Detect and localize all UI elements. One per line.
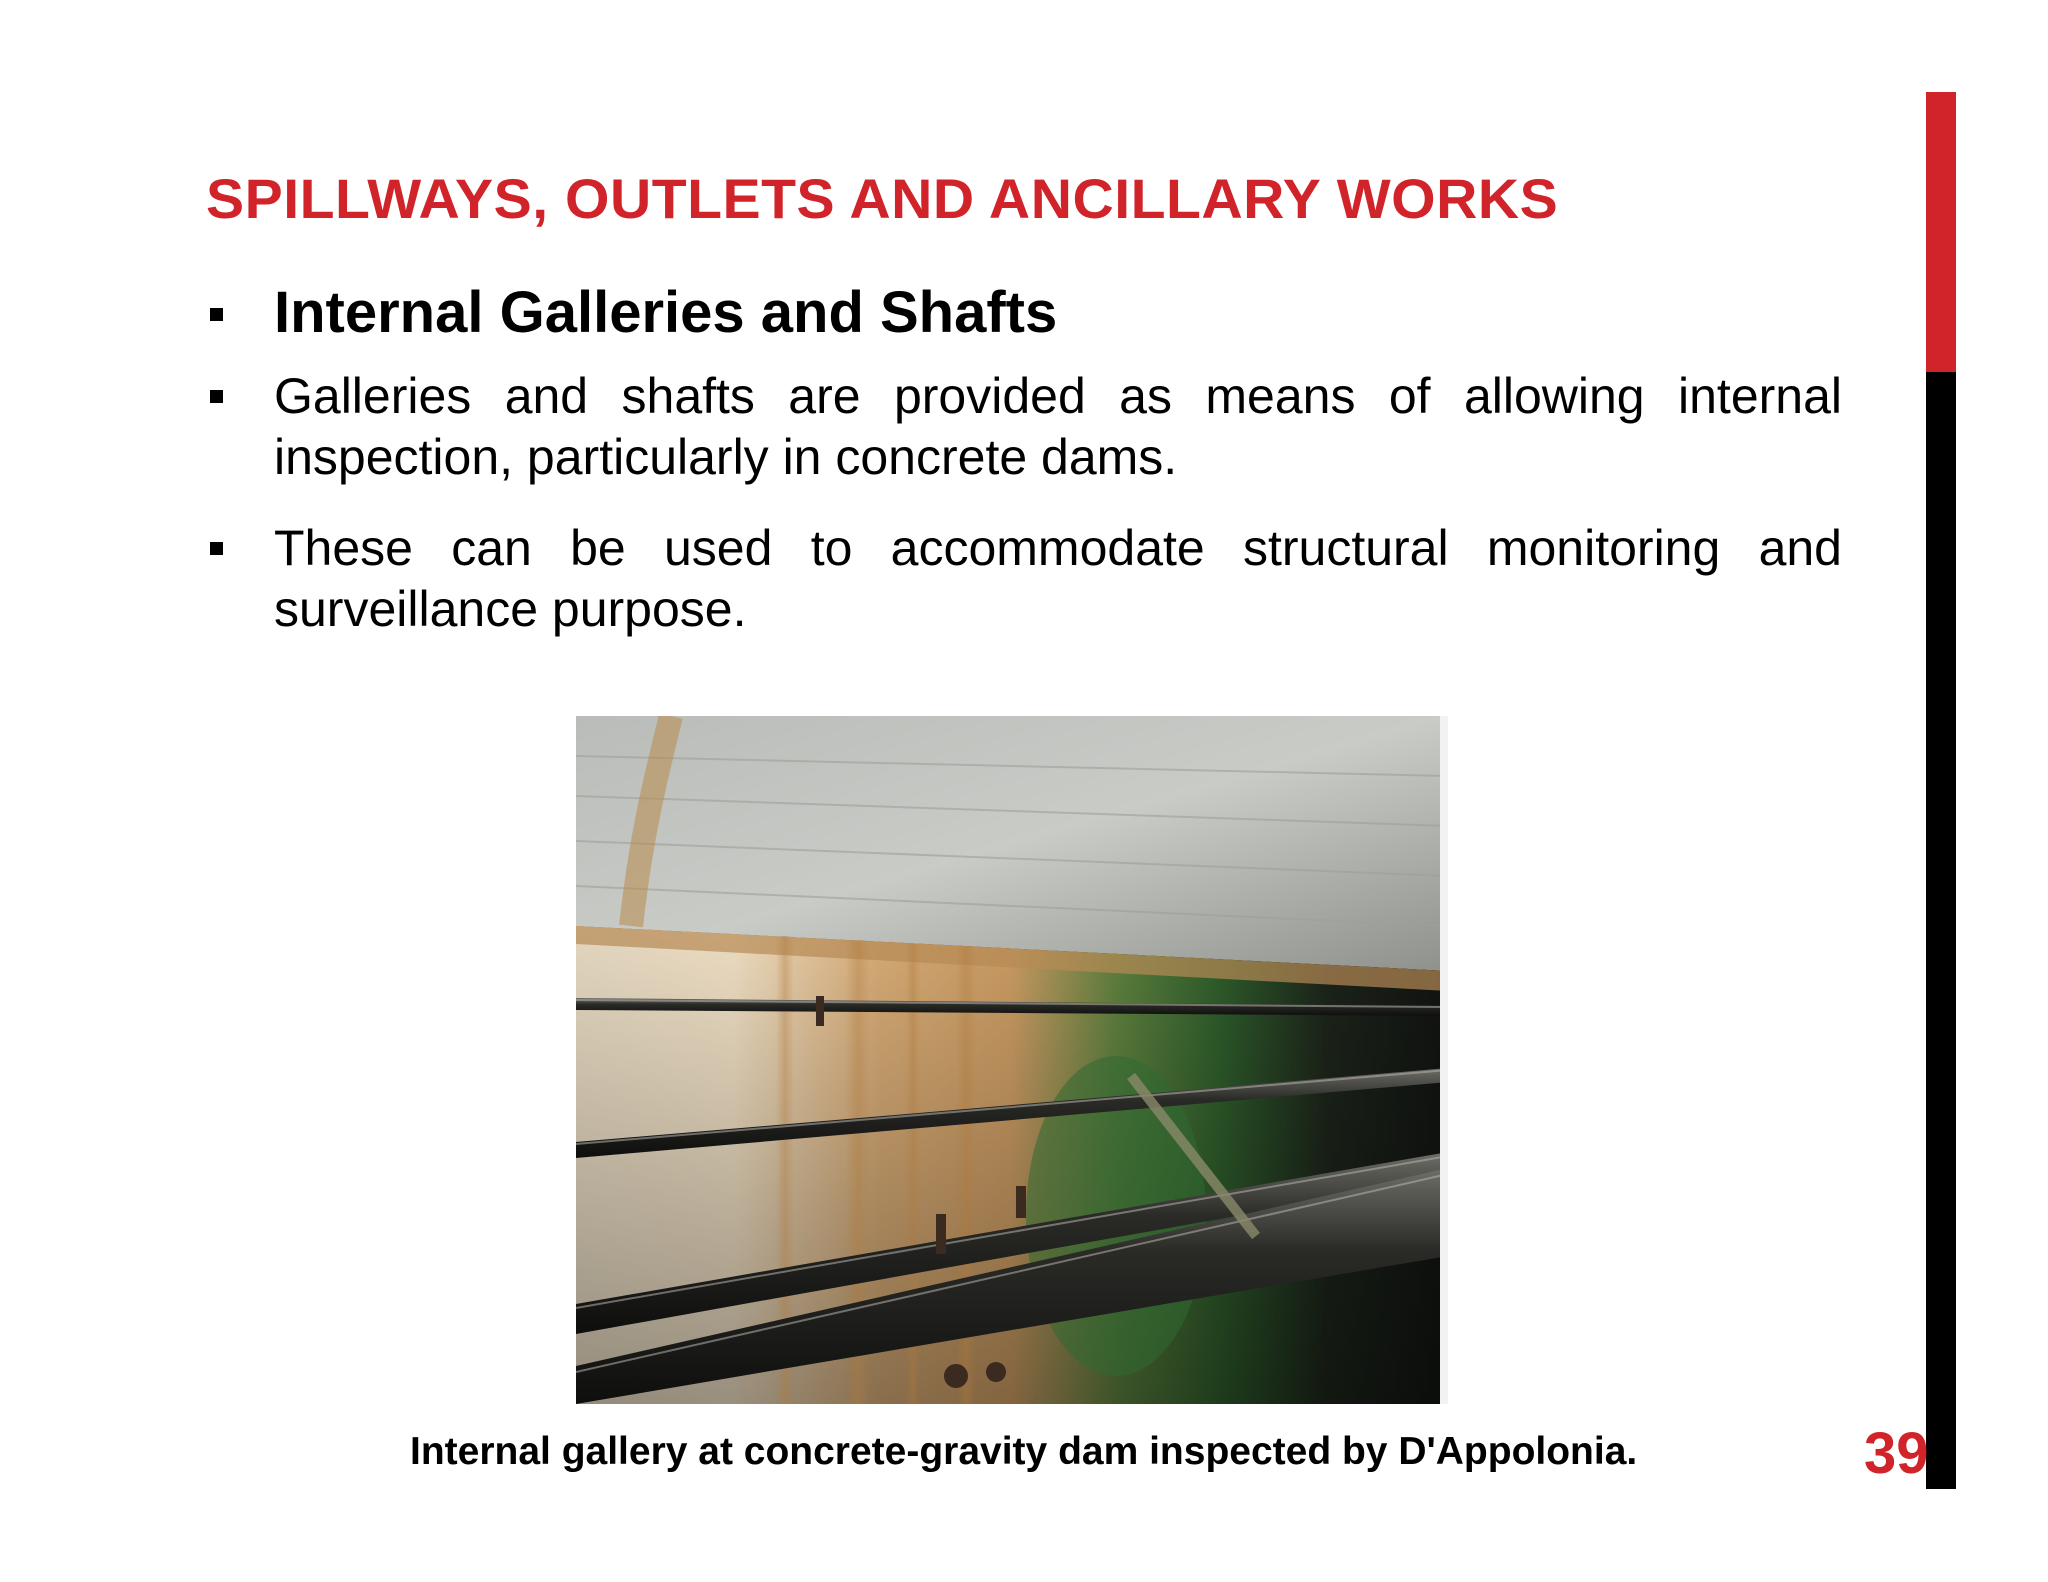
bullet-item-text: Galleries and shafts are provided as means of allowing internal inspection, particularly in concrete dams. — [274, 368, 1842, 485]
bullet-item-text: These can be used to accommodate structural monitoring and surveillance purpose. — [274, 520, 1842, 637]
image-caption: Internal gallery at concrete-gravity dam inspected by D'Appolonia. — [410, 1430, 1638, 1473]
side-accent-bar — [1926, 92, 1956, 1489]
slide-title: SPILLWAYS, OUTLETS AND ANCILLARY WORKS — [206, 167, 1559, 230]
bullet-square-icon — [210, 390, 223, 403]
bullet-square-icon — [210, 542, 223, 555]
bullet-square-icon — [210, 308, 223, 321]
bullet-heading-text: Internal Galleries and Shafts — [274, 280, 1058, 345]
bullet-item — [206, 518, 1842, 640]
page-number: 39 — [1864, 1421, 1929, 1486]
bullet-heading — [206, 278, 1842, 348]
gallery-photo — [576, 716, 1448, 1404]
side-accent-bar-red — [1926, 92, 1956, 372]
bullet-item — [206, 366, 1842, 488]
bullet-list — [206, 278, 1842, 640]
gallery-photo-illustration — [576, 716, 1448, 1404]
